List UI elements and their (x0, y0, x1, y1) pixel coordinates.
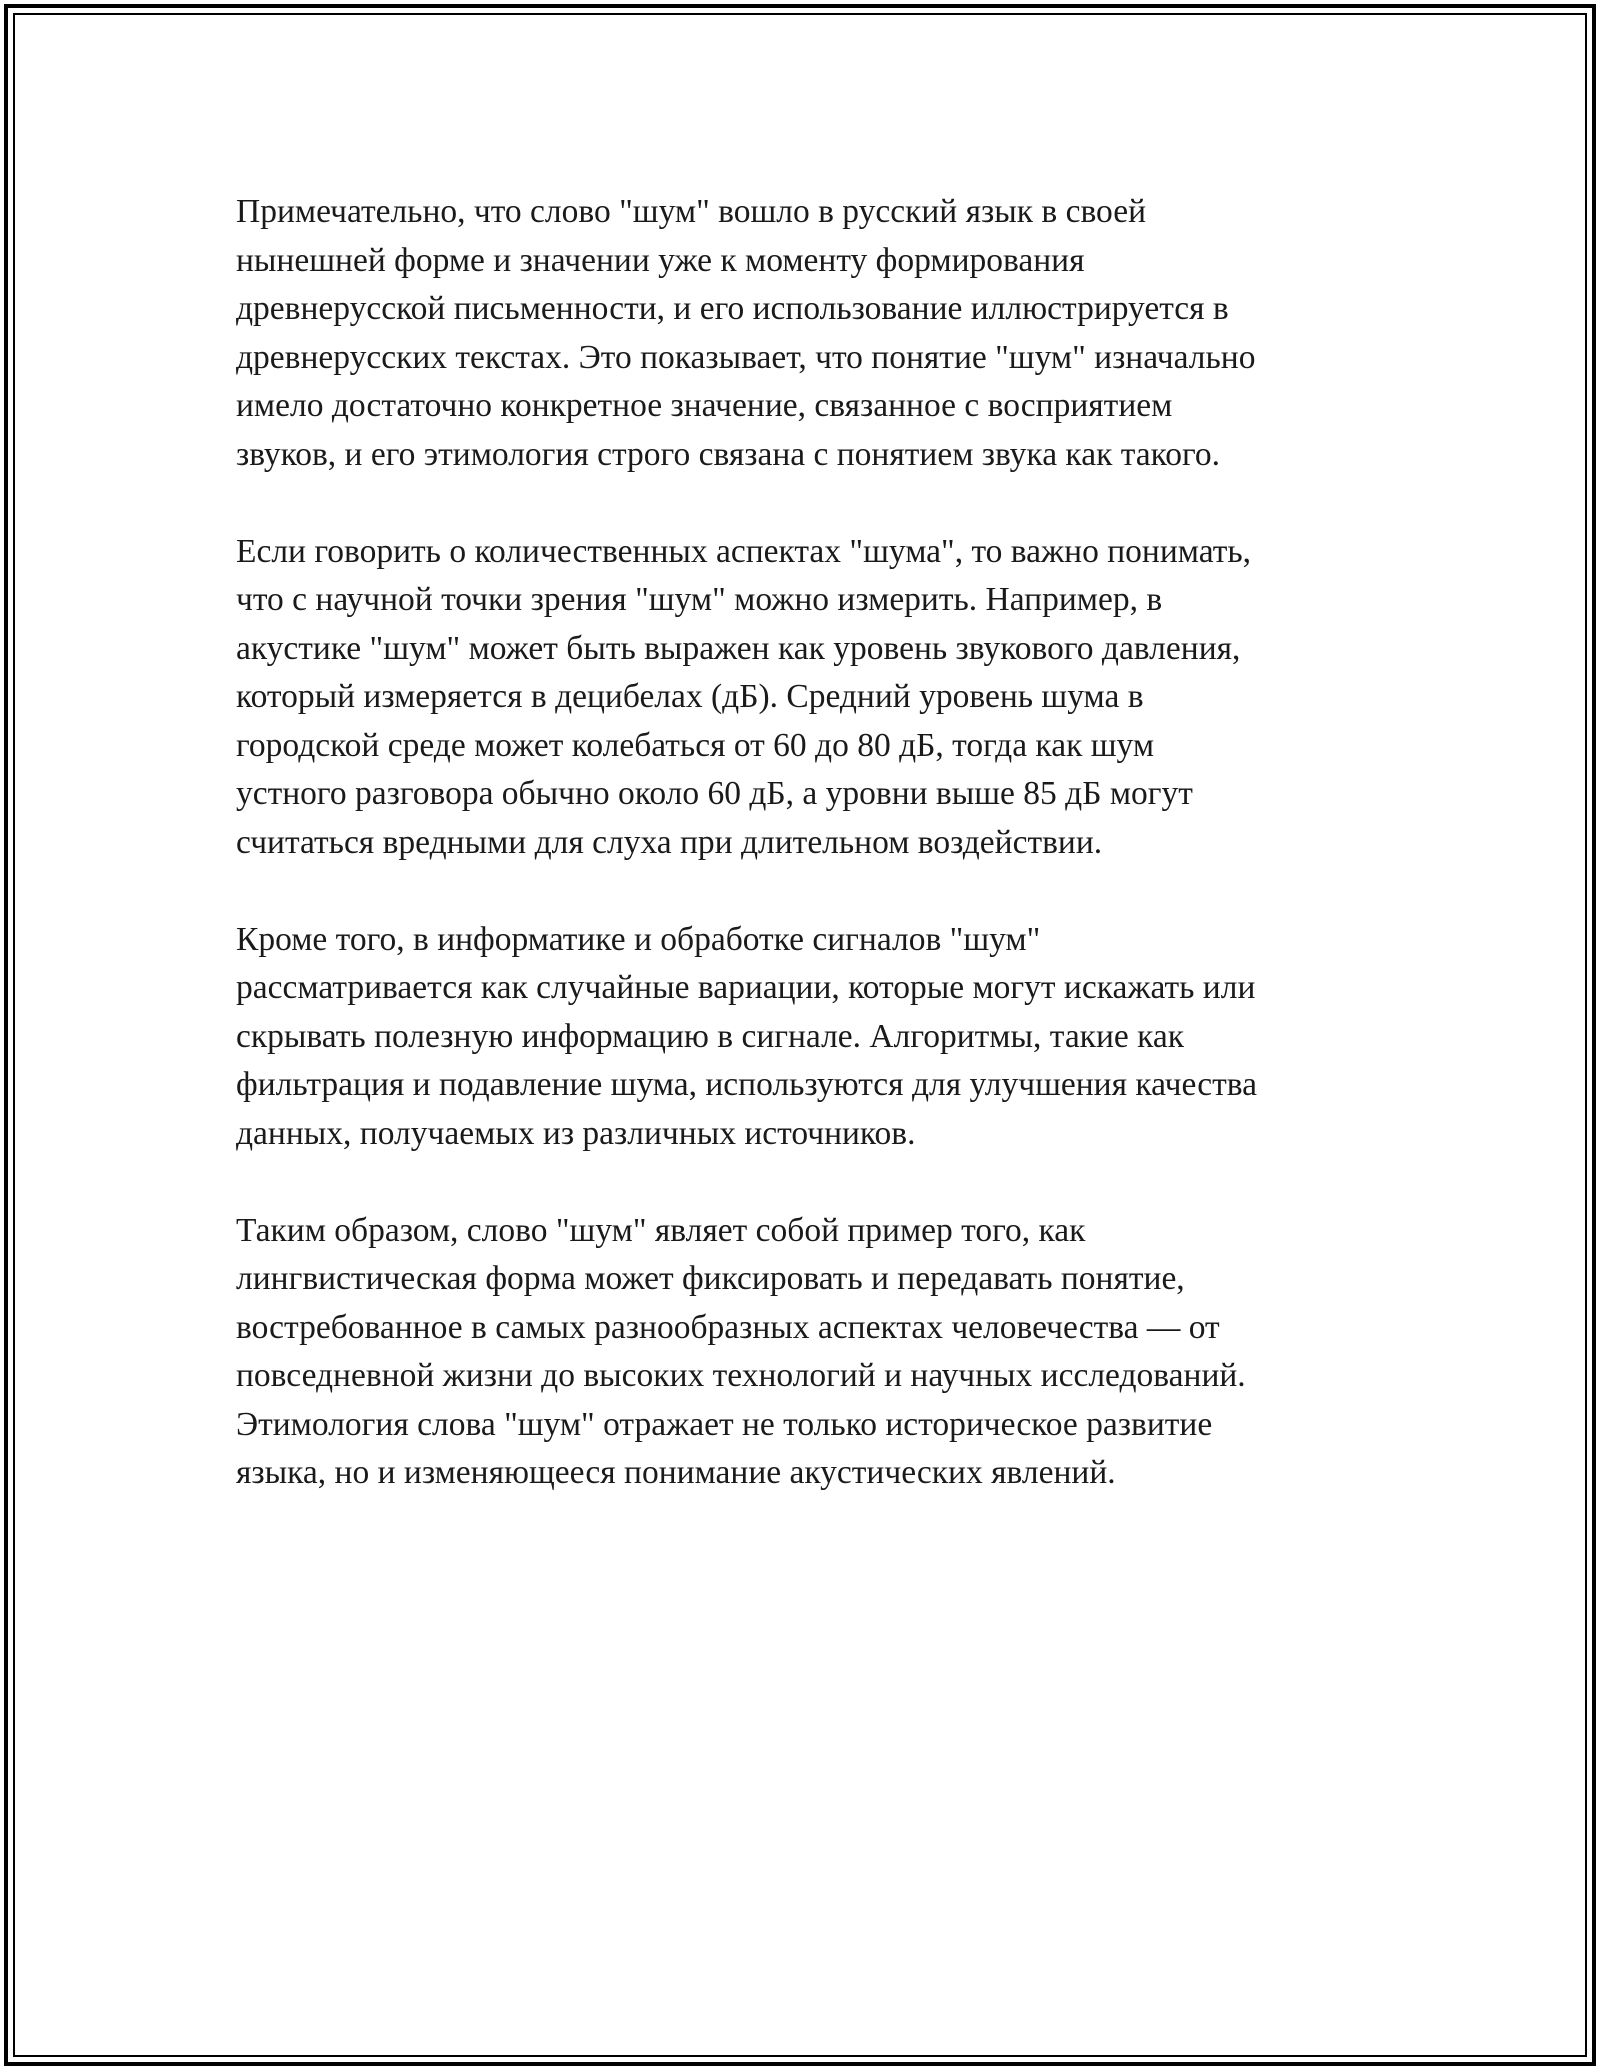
text-line: фильтрация и подавление шума, используются для улучшения качества (236, 1066, 1257, 1103)
text-line: звуков, и его этимология строго связана с понятием звука как такого. (236, 435, 1220, 473)
paragraph-3 (236, 916, 1376, 1159)
text-line: нынешней форме и значении уже к моменту формирования (236, 241, 1085, 279)
document-body (236, 188, 1376, 1546)
paragraph-2 (236, 528, 1376, 868)
text-line: рассматривается как случайные вариации, которые могут искажать или (236, 969, 1256, 1006)
paragraph-1 (236, 188, 1376, 479)
text-line: древнерусских текстах. Это показывает, что понятие "шум" изначально (236, 338, 1256, 376)
text-line: данных, получаемых из различных источников. (236, 1114, 916, 1152)
text-line: лингвистическая форма может фиксировать и передавать понятие, (236, 1260, 1185, 1297)
text-line: который измеряется в децибелах (дБ). Средний уровень шума в (236, 678, 1144, 715)
paragraph-4 (236, 1207, 1376, 1498)
text-line: считаться вредными для слуха при длительном воздействии. (236, 823, 1103, 861)
text-line: Таким образом, слово "шум" являет собой пример того, как (236, 1211, 1086, 1249)
text-line: Этимология слова "шум" отражает не только историческое развитие (236, 1405, 1213, 1443)
text-line: Если говорить о количественных аспектах "шума", то важно понимать, (236, 532, 1252, 570)
text-line: акустике "шум" может быть выражен как уровень звукового давления, (236, 629, 1241, 667)
text-line: древнерусской письменности, и его использование иллюстрируется в (236, 290, 1229, 327)
text-line: востребованное в самых разнообразных аспектах человечества — от (236, 1308, 1220, 1346)
text-line: повседневной жизни до высоких технологий и научных исследований. (236, 1357, 1246, 1394)
text-line: что с научной точки зрения "шум" можно измерить. Например, в (236, 581, 1163, 618)
text-line: Примечательно, что слово "шум" вошло в русский язык в своей (236, 193, 1147, 230)
text-line: имело достаточно конкретное значение, связанное с восприятием (236, 387, 1173, 424)
text-line: устного разговора обычно около 60 дБ, а уровни выше 85 дБ могут (236, 775, 1193, 812)
text-line: городской среде может колебаться от 60 до 80 дБ, тогда как шум (236, 726, 1155, 764)
text-line: языка, но и изменяющееся понимание акустических явлений. (236, 1454, 1116, 1491)
text-line: Кроме того, в информатике и обработке сигналов "шум" (236, 920, 1041, 958)
text-line: скрывать полезную информацию в сигнале. Алгоритмы, такие как (236, 1017, 1185, 1055)
